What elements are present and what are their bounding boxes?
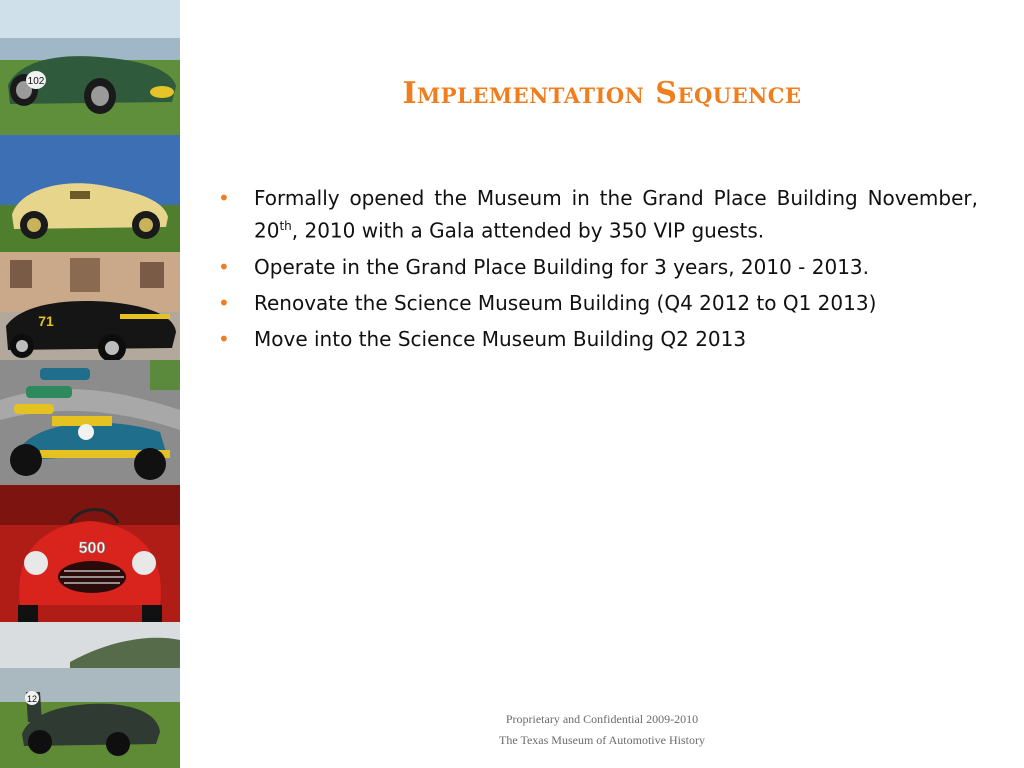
bullet-item (218, 325, 978, 353)
bullet-dot-icon: • (218, 254, 230, 279)
car-photo-red-maserati (0, 485, 180, 622)
bullet-text: Move into the Science Museum Building Q2 2013 (254, 326, 747, 351)
car-photo-strip (0, 0, 180, 768)
bullet-text-continued: , 2010 with a Gala attended by 350 VIP guests. (291, 218, 765, 243)
bullet-dot-icon: • (218, 290, 230, 315)
slide-title: Implementation Sequence (402, 76, 802, 111)
car-photo-black-cobra (0, 252, 180, 360)
ordinal-suffix: th (279, 219, 292, 233)
car-photo-formula-cars (0, 360, 180, 485)
bullet-text: Operate in the Grand Place Building for 3 years, 2010 - 2013. (254, 254, 869, 279)
race-number-12: 12 (26, 694, 38, 704)
car-photo-cream-roadster (0, 135, 180, 252)
bullet-text: Formally opened the Museum in the Grand Place Building November, 20 (254, 186, 978, 243)
race-number-71: 71 (38, 313, 54, 329)
bullet-dot-icon: • (218, 326, 230, 351)
bullet-list (218, 184, 978, 361)
car-photo-dark-dtype (0, 622, 180, 768)
bullet-item (218, 289, 978, 317)
bullet-dot-icon: • (218, 186, 230, 210)
bullet-item (218, 184, 978, 245)
footer-organization: The Texas Museum of Automotive History (499, 733, 705, 747)
bullet-item (218, 253, 978, 281)
race-number-500: 500 (78, 540, 106, 557)
car-photo-green-roadster (0, 0, 180, 135)
race-number-102: 102 (27, 76, 45, 87)
bullet-text: Renovate the Science Museum Building (Q4 2012 to Q1 2013) (254, 290, 877, 315)
footer-confidential: Proprietary and Confidential 2009-2010 (505, 712, 699, 726)
